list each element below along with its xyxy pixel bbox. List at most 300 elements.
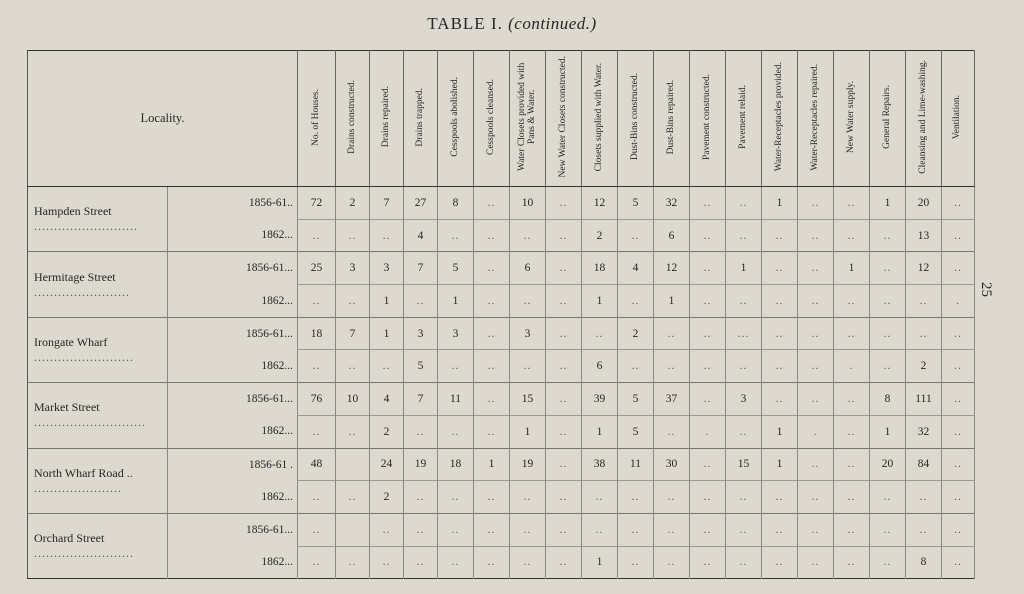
value-cell: 8	[906, 546, 942, 579]
value-cell: ..	[798, 448, 834, 481]
value-cell: 15	[726, 448, 762, 481]
value-cell: ..	[438, 219, 474, 252]
value-cell: 6	[654, 219, 690, 252]
table-row	[28, 481, 975, 514]
value-cell: 12	[582, 187, 618, 220]
value-cell: ..	[726, 187, 762, 220]
value-cell: ..	[546, 481, 582, 514]
value-cell: 12	[906, 252, 942, 285]
value-cell: ..	[336, 285, 370, 318]
period-cell: 1856-61..	[168, 187, 298, 220]
table-row	[28, 285, 975, 318]
value-cell: ..	[726, 350, 762, 383]
value-cell: ..	[510, 285, 546, 318]
value-cell: 1	[582, 415, 618, 448]
value-cell: 3	[726, 383, 762, 416]
locality-name: Hermitage Street	[34, 269, 116, 284]
column-header	[404, 51, 438, 187]
value-cell: ..	[582, 513, 618, 546]
table-title: TABLE I.	[427, 14, 503, 33]
value-cell: 1	[762, 448, 798, 481]
value-cell: 5	[438, 252, 474, 285]
value-cell: 27	[404, 187, 438, 220]
column-header-label: Cesspools cleansed.	[485, 79, 496, 155]
value-cell: 3	[336, 252, 370, 285]
period-cell: 1856-61...	[168, 513, 298, 546]
value-cell: ..	[798, 219, 834, 252]
value-cell: ..	[690, 513, 726, 546]
value-cell: 19	[404, 448, 438, 481]
period-cell: 1856-61...	[168, 252, 298, 285]
value-cell: ..	[438, 481, 474, 514]
column-header	[336, 51, 370, 187]
value-cell: 1	[510, 415, 546, 448]
value-cell: ..	[510, 481, 546, 514]
value-cell: ..	[370, 546, 404, 579]
value-cell: ..	[798, 317, 834, 350]
value-cell: ..	[690, 317, 726, 350]
value-cell: ..	[942, 187, 975, 220]
value-cell: ..	[582, 317, 618, 350]
sanitary-works-table	[27, 50, 975, 579]
value-cell: 3	[404, 317, 438, 350]
value-cell: ..	[906, 481, 942, 514]
value-cell: 7	[404, 252, 438, 285]
value-cell: ..	[546, 546, 582, 579]
value-cell: 2	[370, 415, 404, 448]
value-cell: ..	[546, 187, 582, 220]
value-cell: ..	[798, 252, 834, 285]
period-cell: 1862...	[168, 219, 298, 252]
column-header-label: Closets supplied with Water.	[593, 62, 604, 172]
value-cell: ..	[582, 481, 618, 514]
column-header	[546, 51, 582, 187]
value-cell: ..	[546, 317, 582, 350]
value-cell: ..	[654, 350, 690, 383]
value-cell: 39	[582, 383, 618, 416]
value-cell: ..	[942, 415, 975, 448]
value-cell: 10	[510, 187, 546, 220]
value-cell: 1	[834, 252, 870, 285]
value-cell: ..	[870, 252, 906, 285]
value-cell: ..	[726, 513, 762, 546]
value-cell: ..	[690, 383, 726, 416]
value-cell: ..	[834, 383, 870, 416]
value-cell: ..	[474, 546, 510, 579]
value-cell: ..	[942, 317, 975, 350]
value-cell: 11	[618, 448, 654, 481]
value-cell: 18	[582, 252, 618, 285]
value-cell: 3	[370, 252, 404, 285]
value-cell: ..	[762, 546, 798, 579]
value-cell: 20	[906, 187, 942, 220]
value-cell: ..	[798, 187, 834, 220]
value-cell: 2	[336, 187, 370, 220]
value-cell: ..	[474, 383, 510, 416]
table-row	[28, 350, 975, 383]
value-cell: ..	[870, 350, 906, 383]
value-cell: ..	[690, 481, 726, 514]
value-cell: ..	[474, 350, 510, 383]
leader-dots: ............................	[34, 415, 146, 430]
value-cell: ..	[510, 513, 546, 546]
table-row	[28, 546, 975, 579]
value-cell: ..	[298, 285, 336, 318]
value-cell: ..	[474, 481, 510, 514]
value-cell: 5	[618, 187, 654, 220]
value-cell: 2	[582, 219, 618, 252]
value-cell: ..	[798, 546, 834, 579]
column-header	[798, 51, 834, 187]
value-cell: ..	[336, 219, 370, 252]
value-cell	[336, 513, 370, 546]
value-cell: ..	[690, 546, 726, 579]
value-cell: 1	[582, 546, 618, 579]
value-cell: ..	[870, 285, 906, 318]
value-cell: 3	[438, 317, 474, 350]
column-header-label: Water-Receptacles provided.	[773, 62, 784, 172]
value-cell: ..	[834, 285, 870, 318]
column-header	[582, 51, 618, 187]
value-cell: 2	[370, 481, 404, 514]
value-cell: 1	[370, 317, 404, 350]
value-cell: ..	[906, 317, 942, 350]
value-cell: ..	[942, 513, 975, 546]
value-cell: 5	[404, 350, 438, 383]
value-cell: ..	[654, 481, 690, 514]
value-cell: 2	[906, 350, 942, 383]
leader-dots: ..........................	[34, 219, 138, 234]
value-cell: 8	[870, 383, 906, 416]
column-header-label: Pavement relaid.	[737, 85, 748, 149]
value-cell: ..	[474, 285, 510, 318]
column-header-label: Water Closets provided with Pans & Water.	[516, 62, 537, 172]
column-header	[762, 51, 798, 187]
column-header	[834, 51, 870, 187]
page-title	[0, 14, 1024, 34]
value-cell: ..	[438, 350, 474, 383]
value-cell: ..	[404, 415, 438, 448]
column-header-label: Drains repaired.	[380, 86, 391, 148]
value-cell: ..	[298, 513, 336, 546]
leader-dots: .........................	[34, 546, 134, 561]
value-cell: ..	[726, 285, 762, 318]
value-cell: 11	[438, 383, 474, 416]
column-header	[654, 51, 690, 187]
value-cell: ..	[546, 350, 582, 383]
value-cell: ..	[546, 219, 582, 252]
value-cell: .	[834, 350, 870, 383]
leader-dots: .........................	[34, 349, 134, 364]
value-cell: ..	[546, 415, 582, 448]
leader-dots: ........................	[34, 284, 130, 299]
value-cell: ..	[438, 513, 474, 546]
column-header-label: Water-Receptacles repaired.	[809, 63, 820, 171]
value-cell: ..	[690, 285, 726, 318]
locality-cell	[28, 187, 168, 252]
column-header	[510, 51, 546, 187]
value-cell: ..	[474, 415, 510, 448]
value-cell: ..	[298, 415, 336, 448]
value-cell: 8	[438, 187, 474, 220]
value-cell: ..	[404, 481, 438, 514]
locality-cell	[28, 448, 168, 513]
value-cell: 7	[404, 383, 438, 416]
locality-cell	[28, 252, 168, 317]
value-cell: 2	[618, 317, 654, 350]
value-cell: ..	[726, 415, 762, 448]
value-cell: ..	[762, 285, 798, 318]
value-cell: ..	[438, 546, 474, 579]
value-cell: .	[690, 415, 726, 448]
value-cell: 6	[510, 252, 546, 285]
value-cell: ..	[654, 546, 690, 579]
value-cell: 3	[510, 317, 546, 350]
value-cell: ..	[546, 383, 582, 416]
value-cell: ..	[298, 546, 336, 579]
value-cell: 32	[906, 415, 942, 448]
locality-name: Market Street	[34, 400, 100, 415]
value-cell: ..	[298, 350, 336, 383]
table-row	[28, 317, 975, 350]
value-cell: ..	[798, 350, 834, 383]
value-cell: ..	[942, 481, 975, 514]
value-cell: ...	[726, 317, 762, 350]
value-cell: ..	[834, 481, 870, 514]
value-cell: ..	[298, 481, 336, 514]
period-cell: 1862...	[168, 546, 298, 579]
table-title-note: (continued.)	[508, 14, 597, 33]
value-cell: ..	[942, 350, 975, 383]
value-cell: ..	[834, 187, 870, 220]
value-cell: ..	[798, 513, 834, 546]
value-cell: ..	[546, 448, 582, 481]
column-header-label: No. of Houses.	[310, 88, 321, 146]
value-cell: 38	[582, 448, 618, 481]
value-cell: 18	[298, 317, 336, 350]
value-cell: ..	[762, 317, 798, 350]
value-cell: ..	[654, 415, 690, 448]
value-cell: ..	[654, 513, 690, 546]
period-cell: 1862...	[168, 285, 298, 318]
period-cell: 1862...	[168, 415, 298, 448]
value-cell: 4	[370, 383, 404, 416]
value-cell: .	[942, 285, 975, 318]
column-header	[906, 51, 942, 187]
value-cell: 10	[336, 383, 370, 416]
period-cell: 1862...	[168, 350, 298, 383]
value-cell: ..	[546, 513, 582, 546]
column-header-label: Drains trapped.	[414, 87, 425, 147]
value-cell: ..	[510, 546, 546, 579]
value-cell: ..	[618, 513, 654, 546]
column-header	[870, 51, 906, 187]
value-cell: ..	[510, 219, 546, 252]
value-cell: ..	[726, 546, 762, 579]
value-cell: ..	[438, 415, 474, 448]
value-cell: 12	[654, 252, 690, 285]
value-cell: 5	[618, 383, 654, 416]
value-cell: ..	[942, 219, 975, 252]
value-cell: 76	[298, 383, 336, 416]
locality-header: Locality.	[28, 51, 298, 187]
leader-dots: ......................	[34, 480, 122, 495]
column-header-label: Ventilation.	[952, 94, 963, 140]
value-cell: ..	[618, 219, 654, 252]
value-cell: 4	[404, 219, 438, 252]
value-cell: 1	[654, 285, 690, 318]
value-cell: ..	[906, 285, 942, 318]
header-row	[28, 51, 975, 187]
value-cell: 1	[870, 187, 906, 220]
value-cell: 37	[654, 383, 690, 416]
value-cell: 30	[654, 448, 690, 481]
value-cell: ..	[762, 383, 798, 416]
period-cell: 1856-61...	[168, 383, 298, 416]
value-cell: 18	[438, 448, 474, 481]
value-cell: ..	[942, 252, 975, 285]
value-cell: 5	[618, 415, 654, 448]
value-cell: ..	[474, 219, 510, 252]
table-body	[28, 187, 975, 579]
value-cell: ..	[762, 252, 798, 285]
column-header-label: Drains constructed.	[346, 80, 357, 154]
value-cell: ..	[870, 513, 906, 546]
table-row	[28, 252, 975, 285]
table-row	[28, 383, 975, 416]
value-cell: 7	[336, 317, 370, 350]
value-cell: 25	[298, 252, 336, 285]
column-header	[370, 51, 404, 187]
column-header	[726, 51, 762, 187]
value-cell: ..	[798, 285, 834, 318]
value-cell: ..	[618, 350, 654, 383]
locality-name: Irongate Wharf	[34, 334, 108, 349]
table-row	[28, 513, 975, 546]
period-cell: 1862...	[168, 481, 298, 514]
value-cell: ..	[370, 350, 404, 383]
value-cell: ..	[618, 285, 654, 318]
column-header	[438, 51, 474, 187]
value-cell: ..	[870, 546, 906, 579]
value-cell: ..	[870, 317, 906, 350]
value-cell: 7	[370, 187, 404, 220]
value-cell: ..	[762, 350, 798, 383]
value-cell: ..	[404, 546, 438, 579]
column-header-label: Dust-Bins constructed.	[629, 73, 640, 161]
value-cell: ..	[474, 252, 510, 285]
value-cell: 111	[906, 383, 942, 416]
value-cell: ..	[370, 219, 404, 252]
value-cell: ..	[474, 317, 510, 350]
value-cell: 1	[370, 285, 404, 318]
column-header-label: New Water Closets constructed.	[557, 56, 568, 178]
table-row	[28, 415, 975, 448]
value-cell: ..	[762, 513, 798, 546]
column-header-label: Cesspools abolished.	[449, 77, 460, 157]
value-cell: ..	[834, 219, 870, 252]
value-cell: 32	[654, 187, 690, 220]
column-header	[942, 51, 975, 187]
value-cell: 1	[762, 415, 798, 448]
value-cell: ..	[870, 481, 906, 514]
value-cell: ..	[834, 317, 870, 350]
value-cell: ..	[726, 219, 762, 252]
value-cell: 6	[582, 350, 618, 383]
value-cell: ..	[762, 219, 798, 252]
column-header	[298, 51, 336, 187]
value-cell: 24	[370, 448, 404, 481]
value-cell: ..	[618, 481, 654, 514]
value-cell: ..	[546, 285, 582, 318]
value-cell: ..	[762, 481, 798, 514]
value-cell: ..	[546, 252, 582, 285]
value-cell: ..	[404, 513, 438, 546]
table-row	[28, 448, 975, 481]
table-row	[28, 219, 975, 252]
value-cell: 1	[762, 187, 798, 220]
value-cell	[336, 448, 370, 481]
value-cell: ..	[336, 546, 370, 579]
value-cell: ..	[474, 187, 510, 220]
value-cell: .	[798, 415, 834, 448]
period-cell: 1856-61...	[168, 317, 298, 350]
value-cell: ..	[834, 415, 870, 448]
value-cell: 13	[906, 219, 942, 252]
value-cell: 1	[870, 415, 906, 448]
value-cell: ..	[336, 415, 370, 448]
value-cell: ..	[798, 383, 834, 416]
value-cell: ..	[690, 187, 726, 220]
value-cell: ..	[690, 350, 726, 383]
value-cell: ..	[690, 252, 726, 285]
value-cell: 1	[726, 252, 762, 285]
column-header-label: General Repairs.	[881, 85, 892, 149]
value-cell: ..	[336, 481, 370, 514]
value-cell: ..	[654, 317, 690, 350]
value-cell: ..	[834, 513, 870, 546]
value-cell: 20	[870, 448, 906, 481]
value-cell: 84	[906, 448, 942, 481]
value-cell: ..	[510, 350, 546, 383]
value-cell: ..	[336, 350, 370, 383]
value-cell: ..	[298, 219, 336, 252]
value-cell: ..	[690, 448, 726, 481]
value-cell: ..	[404, 285, 438, 318]
value-cell: 4	[618, 252, 654, 285]
value-cell: ..	[942, 448, 975, 481]
value-cell: 48	[298, 448, 336, 481]
column-header	[474, 51, 510, 187]
value-cell: ..	[834, 546, 870, 579]
column-header-label: New Water supply.	[845, 80, 856, 154]
value-cell: ..	[906, 513, 942, 546]
value-cell: ..	[690, 219, 726, 252]
value-cell: ..	[370, 513, 404, 546]
locality-name: Hampden Street	[34, 204, 112, 219]
value-cell: ..	[798, 481, 834, 514]
value-cell: ..	[618, 546, 654, 579]
column-header	[618, 51, 654, 187]
column-header-label: Pavement constructed.	[701, 73, 712, 160]
locality-cell	[28, 513, 168, 578]
value-cell: 19	[510, 448, 546, 481]
value-cell: 15	[510, 383, 546, 416]
value-cell: ..	[834, 448, 870, 481]
locality-name: North Wharf Road ..	[34, 465, 133, 480]
value-cell: ..	[474, 513, 510, 546]
locality-cell	[28, 383, 168, 448]
